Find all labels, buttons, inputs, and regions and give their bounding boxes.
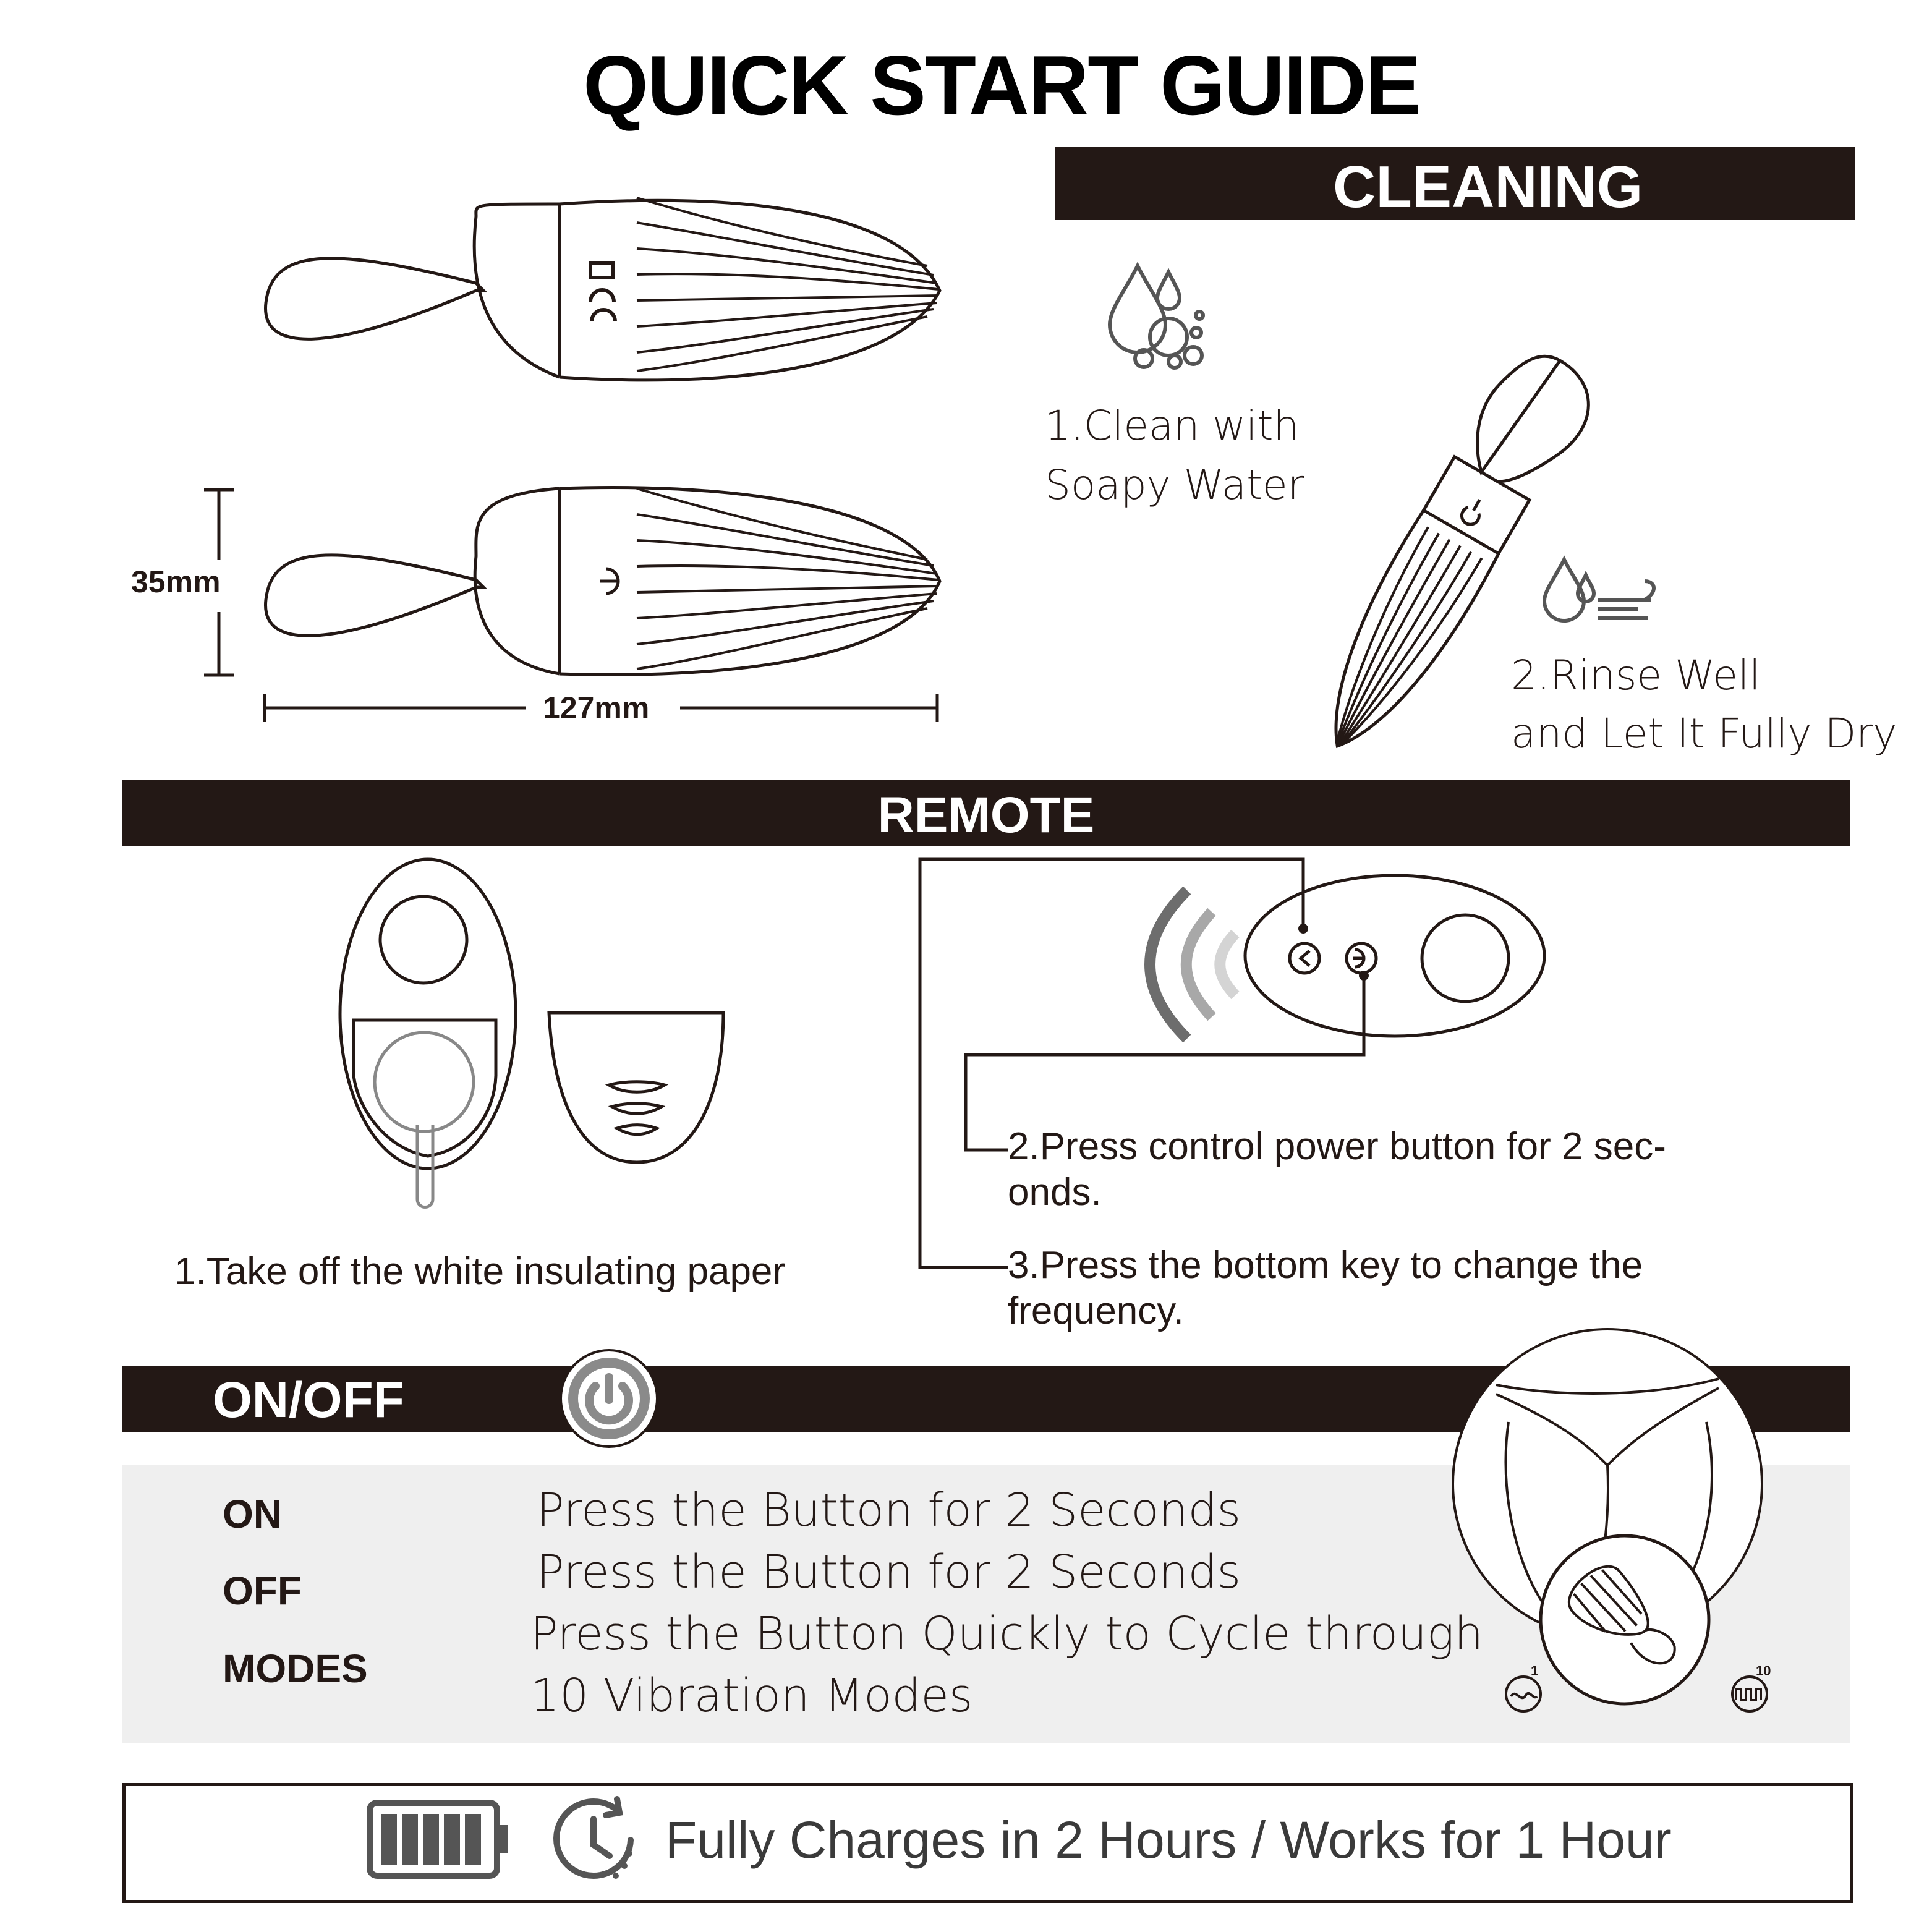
length-dimension: 127mm bbox=[543, 691, 650, 725]
remote-step2-line2: onds. bbox=[1008, 1171, 1102, 1214]
remote-step3-line1: 3.Press the bottom key to change the bbox=[1008, 1244, 1643, 1287]
power-icon bbox=[560, 1348, 665, 1453]
water-drops-icon bbox=[1100, 260, 1224, 383]
page-title: QUICK START GUIDE bbox=[583, 38, 1420, 132]
cleaning-step2-line2: and Let It Fully Dry bbox=[1511, 710, 1897, 757]
remote-step3-line2: frequency. bbox=[1008, 1290, 1184, 1332]
on-label: ON bbox=[223, 1492, 282, 1536]
off-instruction: Press the Button for 2 Seconds bbox=[537, 1546, 1241, 1599]
charging-text: Fully Charges in 2 Hours / Works for 1 Hour bbox=[665, 1811, 1672, 1869]
remote-back-view bbox=[321, 853, 754, 1224]
mode-low-icon bbox=[1502, 1669, 1552, 1719]
mode-low-number: 1 bbox=[1531, 1663, 1539, 1679]
on-instruction: Press the Button for 2 Seconds bbox=[537, 1484, 1241, 1537]
mode-high-icon bbox=[1725, 1669, 1781, 1719]
cleaning-heading: CLEANING bbox=[1333, 154, 1643, 220]
rinse-icon bbox=[1539, 556, 1663, 631]
modes-label: MODES bbox=[223, 1646, 368, 1691]
cleaning-step1-line1: 1.Clean with bbox=[1045, 402, 1300, 449]
cleaning-step1-line2: Soapy Water bbox=[1045, 461, 1304, 509]
battery-icon bbox=[366, 1799, 514, 1886]
clock-icon bbox=[548, 1794, 647, 1893]
signal-waves-icon bbox=[1138, 884, 1261, 1045]
off-label: OFF bbox=[223, 1568, 302, 1613]
remote-step1: 1.Take off the white insulating paper bbox=[174, 1250, 786, 1293]
remote-header bbox=[122, 780, 1850, 846]
height-dimension: 35mm bbox=[131, 564, 221, 599]
modes-instruction-line2: 10 Vibration Modes bbox=[530, 1669, 973, 1722]
mode-high-number: 10 bbox=[1756, 1663, 1771, 1679]
remote-heading: REMOTE bbox=[877, 787, 1095, 843]
cleaning-step2-line1: 2.Rinse Well bbox=[1511, 652, 1761, 699]
onoff-heading: ON/OFF bbox=[213, 1372, 404, 1428]
cleaning-header bbox=[1055, 147, 1855, 220]
remote-step2-line1: 2.Press control power button for 2 sec- bbox=[1008, 1125, 1666, 1168]
modes-instruction-line1: Press the Button Quickly to Cycle through bbox=[530, 1607, 1484, 1661]
